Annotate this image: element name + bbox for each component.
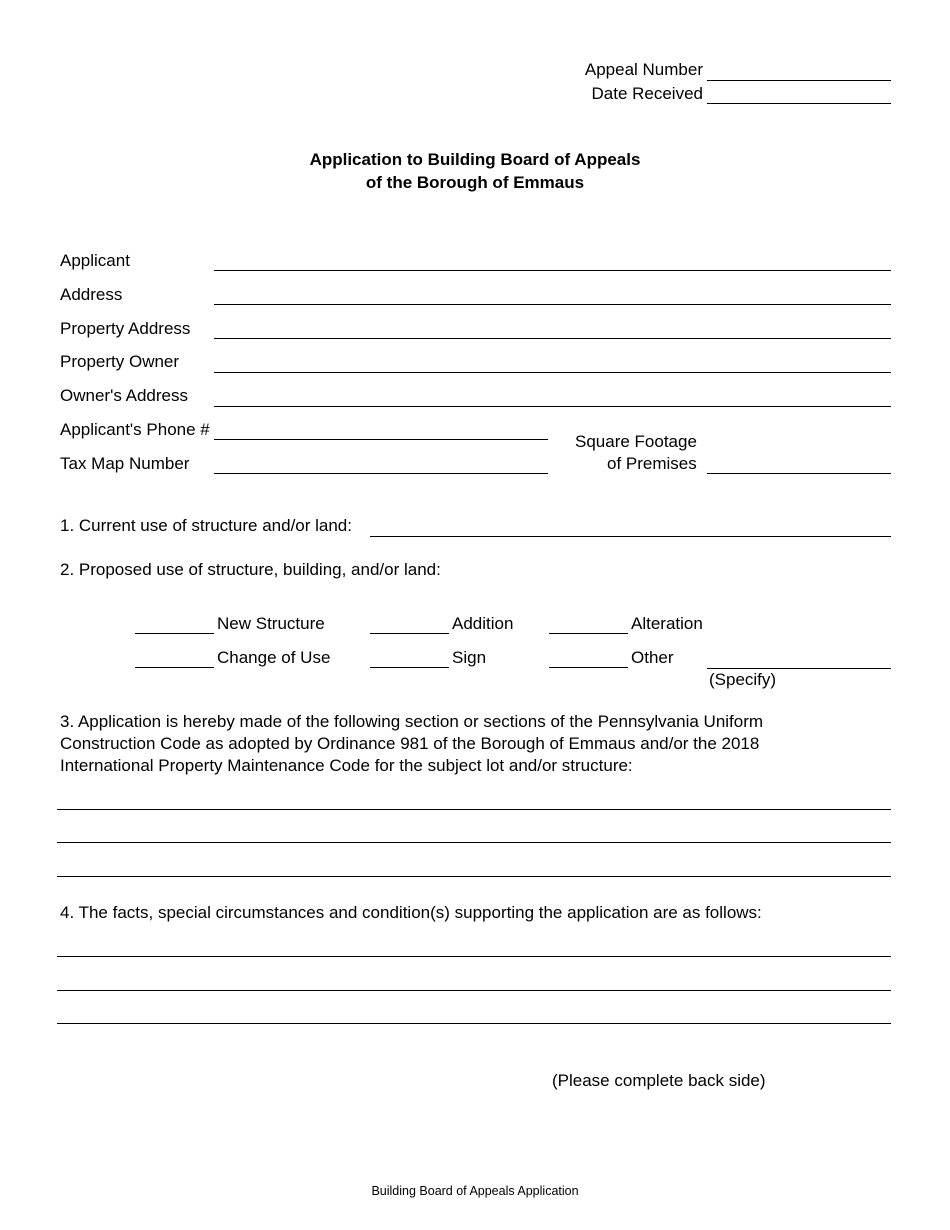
specify-label: (Specify) [709,670,777,689]
facts-line-2[interactable] [57,990,891,991]
tax-map-number-field[interactable] [214,473,548,474]
facts-line-3[interactable] [57,1023,891,1024]
form-title-line1: Application to Building Board of Appeals [309,150,641,169]
question-1-label: 1. Current use of structure and/or land: [60,516,352,535]
addition-blank[interactable] [370,633,449,634]
new-structure-blank[interactable] [135,633,214,634]
sign-label: Sign [452,648,487,667]
code-sections-line-2[interactable] [57,842,891,843]
property-owner-field[interactable] [214,372,891,373]
date-received-label: Date Received [591,84,703,103]
change-of-use-blank[interactable] [135,667,214,668]
square-footage-label-line2: of Premises [607,454,697,473]
page-footer: Building Board of Appeals Application [371,1184,579,1198]
other-specify-field[interactable] [707,668,891,669]
back-side-note: (Please complete back side) [552,1071,766,1090]
address-field[interactable] [214,304,891,305]
address-label: Address [60,285,123,304]
owners-address-field[interactable] [214,406,891,407]
appeal-number-field[interactable] [707,80,891,81]
current-use-field[interactable] [370,536,891,537]
form-title-line2: of the Borough of Emmaus [365,173,585,192]
question-3-line1: 3. Application is hereby made of the following section or sections of the Pennsylvania Uniform [60,712,764,731]
property-owner-label: Property Owner [60,352,180,371]
other-label: Other [631,648,674,667]
applicant-label: Applicant [60,251,130,270]
new-structure-label: New Structure [217,614,325,633]
property-address-field[interactable] [214,338,891,339]
alteration-blank[interactable] [549,633,628,634]
question-3-line3: International Property Maintenance Code for the subject lot and/or structure: [60,756,633,775]
question-3-line2: Construction Code as adopted by Ordinance 981 of the Borough of Emmaus and/or the 2018 [60,734,760,753]
appeal-number-label: Appeal Number [584,60,703,79]
question-4-label: 4. The facts, special circumstances and condition(s) supporting the application are as follows: [60,903,762,922]
square-footage-label: Square Footage [575,432,697,451]
code-sections-line-3[interactable] [57,876,891,877]
property-address-label: Property Address [60,319,191,338]
owners-address-label: Owner's Address [60,386,188,405]
other-blank[interactable] [549,667,628,668]
tax-map-number-label: Tax Map Number [60,454,190,473]
applicants-phone-field[interactable] [214,439,548,440]
facts-line-1[interactable] [57,956,891,957]
code-sections-line-1[interactable] [57,809,891,810]
change-of-use-label: Change of Use [217,648,331,667]
square-footage-field[interactable] [707,473,891,474]
applicants-phone-label: Applicant's Phone # [60,420,210,439]
alteration-label: Alteration [631,614,703,633]
addition-label: Addition [452,614,514,633]
date-received-field[interactable] [707,103,891,104]
sign-blank[interactable] [370,667,449,668]
applicant-field[interactable] [214,270,891,271]
question-2-label: 2. Proposed use of structure, building, and/or land: [60,560,441,579]
